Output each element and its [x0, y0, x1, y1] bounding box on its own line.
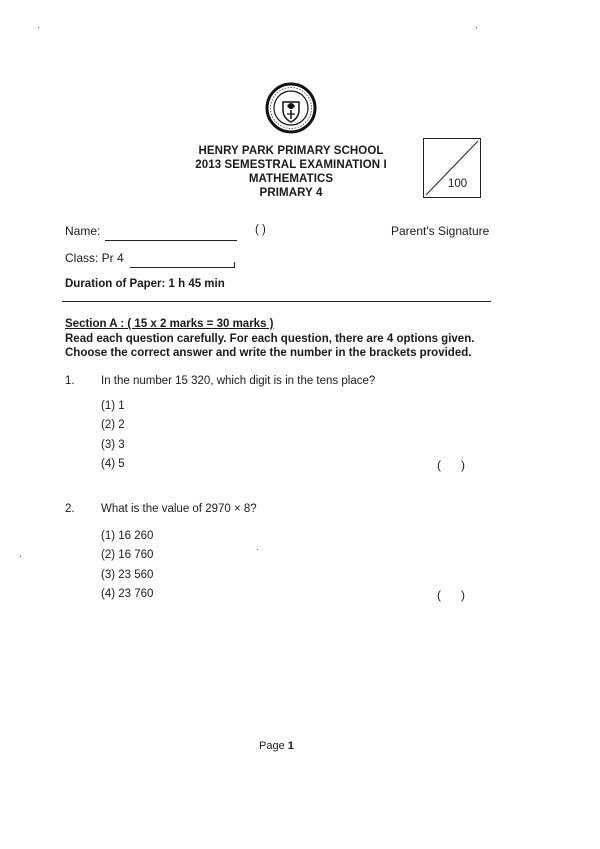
class-label: Class: Pr 4 [65, 251, 124, 265]
school-crest-logo [265, 82, 317, 134]
parent-signature-label: Parent's Signature [391, 224, 490, 238]
page-label: Page [259, 740, 285, 752]
score-total: 100 [448, 178, 468, 190]
class-line[interactable] [130, 267, 235, 268]
page-footer [259, 740, 294, 752]
scan-speck [20, 556, 21, 557]
section-title: Section A : ( 15 x 2 marks = 30 marks ) [65, 318, 274, 330]
level-title: PRIMARY 4 [259, 187, 323, 199]
index-number-brackets[interactable]: ( ) [255, 224, 266, 236]
answer-brackets[interactable]: ( ) [437, 588, 465, 602]
score-box[interactable] [423, 138, 481, 198]
scan-speck [476, 27, 477, 28]
option-4: (4) 23 760 [101, 588, 154, 600]
answer-brackets[interactable]: ( ) [437, 458, 465, 472]
question-text: In the number 15 320, which digit is in the tens place? [101, 375, 376, 387]
option-3: (3) 3 [101, 439, 125, 451]
header-divider [62, 301, 491, 302]
scan-speck [257, 549, 258, 550]
instruction-line-2: Choose the correct answer and write the number in the brackets provided. [65, 347, 472, 359]
name-line[interactable] [105, 240, 237, 241]
question-number: 2. [65, 503, 75, 515]
name-label: Name: [65, 224, 101, 238]
exam-title: 2013 SEMESTRAL EXAMINATION I [195, 159, 387, 171]
scan-speck [38, 27, 39, 28]
question-text: What is the value of 2970 × 8? [101, 503, 257, 515]
option-2: (2) 2 [101, 419, 125, 431]
instruction-line-1: Read each question carefully. For each question, there are 4 options given. [65, 333, 475, 345]
option-2: (2) 16 760 [101, 549, 154, 561]
duration-label: Duration of Paper: 1 h 45 min [65, 278, 225, 290]
question-number: 1. [65, 375, 75, 387]
option-4: (4) 5 [101, 458, 125, 470]
option-1: (1) 1 [101, 400, 125, 412]
option-3: (3) 23 560 [101, 569, 154, 581]
subject-title: MATHEMATICS [248, 173, 334, 185]
option-1: (1) 16 260 [101, 530, 154, 542]
school-name: HENRY PARK PRIMARY SCHOOL [198, 145, 384, 157]
class-line-tick [234, 262, 235, 268]
page-number: 1 [287, 740, 294, 752]
